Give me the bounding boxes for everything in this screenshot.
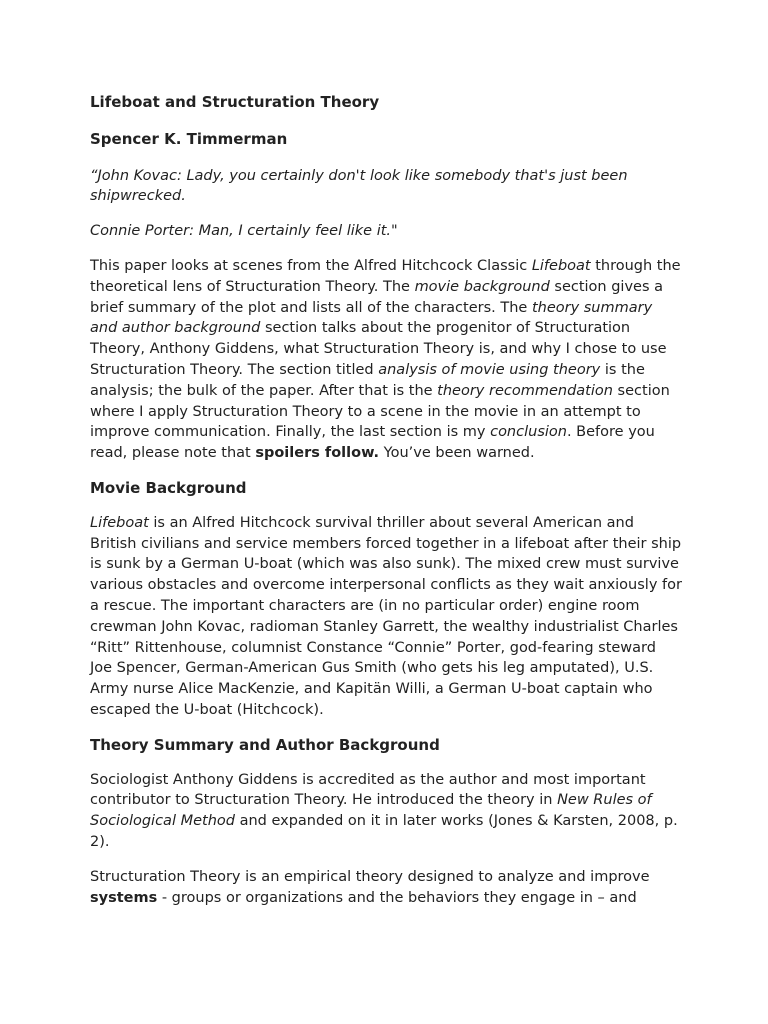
theory-summary-heading: Theory Summary and Author Background [90,735,440,754]
theory2-text: - groups or organizations and the behaviors they engage in – and [157,889,637,906]
intro-text: . Before you read, please note that [90,424,655,462]
theory-paragraph-1 [90,770,682,853]
intro-text: section gives a brief summary of the plot and lists all of the characters. The [90,278,664,316]
author-name: Spencer K. Timmerman [90,129,288,148]
movie-text: is an Alfred Hitchcock survival thriller about several American and British civilians and service members forced together in a lifeboat after their ship is sunk by a German U-boat (which was also sunk). The mixed crew must survive various obstacles and overcome interpersonal conflicts as they wait anxiously for a rescue. The important characters are (in no particular order) engine room crewman John Kovac, radioman Stanley Garrett, the wealthy industrialist Charles “Ritt” Rittenhouse, columnist Constance “Connie” Porter, god-fearing steward Joe Spencer, German-American Gus Smith (who gets his leg amputated), U.S. Army nurse Alice MacKenzie, and Kapitän Willi, a German U-boat captain who escaped the U-boat (Hitchcock). [90,514,682,718]
quote-line-2: Connie Porter: Man, I certainly feel like it." [90,223,398,240]
movie-background-heading: Movie Background [90,478,247,497]
document-title: Lifeboat and Structuration Theory [90,93,380,111]
intro-italic: conclusion [490,424,567,441]
intro-text: through the theoretical lens of Structuration Theory. The [90,257,681,295]
theory1-text: Sociologist Anthony Giddens is accredited as the author and most important contributor to Structuration Theory. He introduced the theory in [90,771,646,809]
theory1-italic: New Rules of Sociological Method [90,792,652,830]
intro-italic: theory recommendation [437,382,613,399]
intro-italic: analysis of movie using theory [378,361,601,378]
theory2-text: Structuration Theory is an empirical theory designed to analyze and improve [90,868,650,885]
intro-italic: movie background [414,278,550,295]
intro-text: section talks about the progenitor of Structuration Theory, Anthony Giddens, what Structuration Theory is, and why I chose to use Structuration Theory. The section titled [90,320,667,378]
intro-italic: theory summary and author background [90,299,653,337]
document-page [90,92,682,922]
movie-background-paragraph [90,513,682,721]
intro-text: This paper looks at scenes from the Alfred Hitchcock Classic [90,257,532,274]
theory1-text: and expanded on it in later works (Jones & Karsten, 2008, p. 2). [90,813,678,850]
intro-text: You’ve been warned. [379,445,535,462]
intro-text: section where I apply Structuration Theory to a scene in the movie in an attempt to improve communication. Finally, the last section is my [90,382,670,441]
intro-bold: spoilers follow. [255,445,380,462]
theory-paragraph-2 [90,867,682,909]
intro-paragraph [90,256,682,464]
quote-line-1: “John Kovac: Lady, you certainly don't look like somebody that's just been shipwrecked. [90,167,628,205]
theory2-bold: systems [90,889,158,906]
intro-text: is the analysis; the bulk of the paper. After that is the [90,361,645,399]
movie-italic: Lifeboat [90,514,149,531]
intro-italic: Lifeboat [531,257,591,274]
